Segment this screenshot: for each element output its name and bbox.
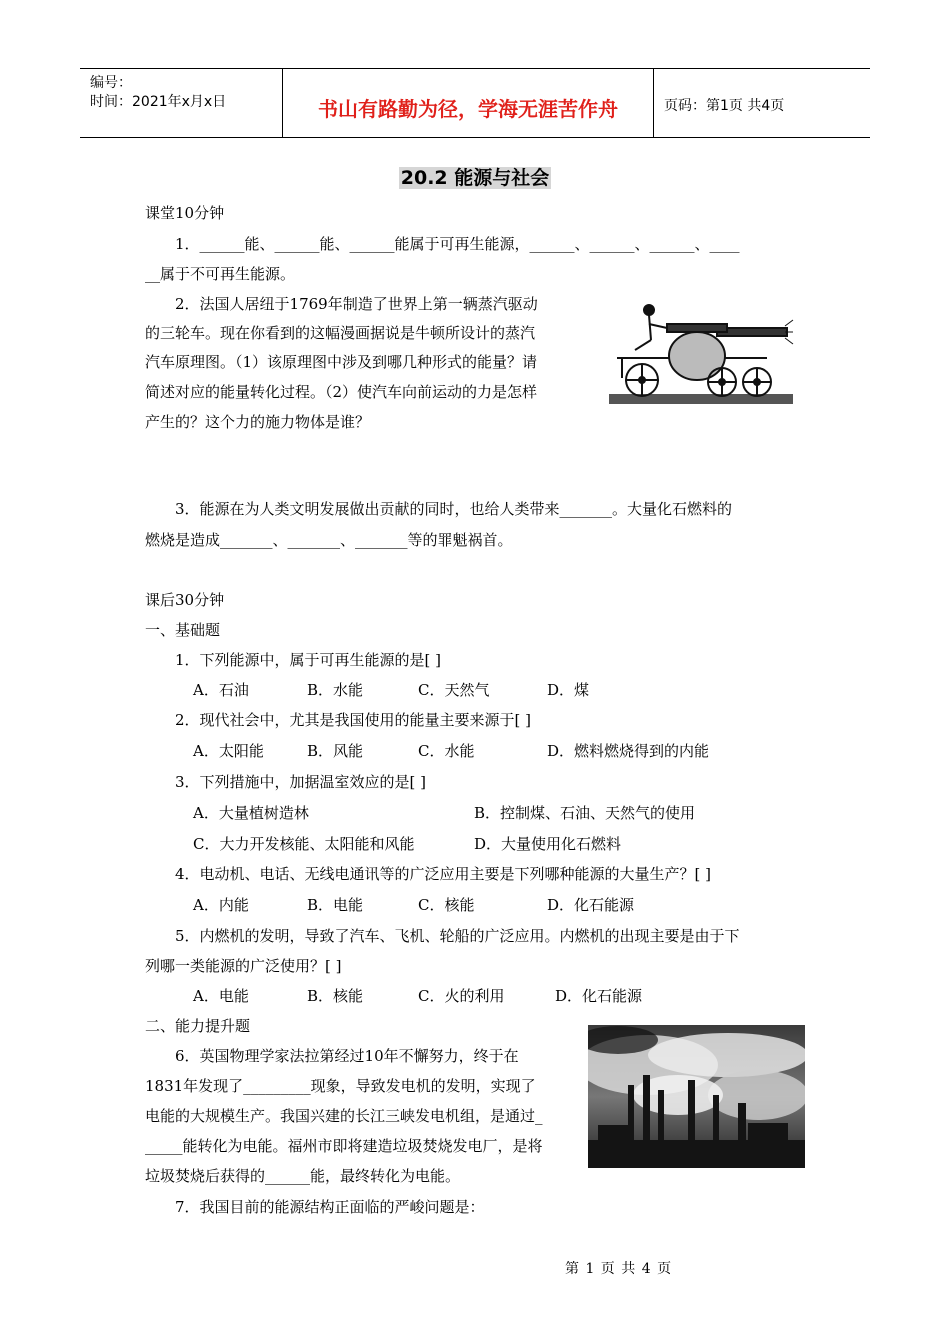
time-label: 时间：2021年x月x日 bbox=[90, 94, 227, 110]
option-b: B．风能 bbox=[307, 742, 364, 760]
option-d: D．燃料燃烧得到的内能 bbox=[547, 742, 710, 760]
page-title bbox=[0, 163, 950, 190]
header-table bbox=[80, 68, 870, 138]
q1-line1: 1．______能、______能、______能属于可再生能源，______、______、______、____ bbox=[175, 235, 740, 253]
question-stem: 1．下列能源中，属于可再生能源的是[ ] bbox=[175, 651, 442, 669]
question-stem: 列哪一类能源的广泛使用？[ ] bbox=[145, 957, 342, 975]
option-a: A．内能 bbox=[193, 896, 249, 914]
question-stem: 5．内燃机的发明，导致了汽车、飞机、轮船的广泛应用。内燃机的出现主要是由于下 bbox=[175, 927, 740, 945]
page-label: 页码：第1页 共4页 bbox=[664, 98, 785, 114]
question-stem: 4．电动机、电话、无线电通讯等的广泛应用主要是下列哪种能源的大量生产？[ ] bbox=[175, 865, 712, 883]
question-stem: 3．下列措施中，加据温室效应的是[ ] bbox=[175, 773, 427, 791]
option-c: C．大力开发核能、太阳能和风能 bbox=[193, 835, 415, 853]
option-b: B．核能 bbox=[307, 987, 364, 1005]
q6-line: 6．英国物理学家法拉第经过10年不懈努力，终于在 bbox=[175, 1047, 519, 1065]
motto: 书山有路勤为径，学海无涯苦作舟 bbox=[318, 97, 618, 121]
section-basic-heading: 一、基础题 bbox=[145, 621, 221, 639]
option-c: C．水能 bbox=[418, 742, 475, 760]
option-b: B．电能 bbox=[307, 896, 364, 914]
q2-line: 汽车原理图。（1）该原理图中涉及到哪几种形式的能量？请 bbox=[145, 353, 538, 371]
section-ability-heading: 二、能力提升题 bbox=[145, 1017, 251, 1035]
option-c: C．火的利用 bbox=[418, 987, 505, 1005]
header-page-cell bbox=[654, 69, 870, 137]
option-a: A．石油 bbox=[193, 681, 249, 699]
q2-line: 2．法国人居纽于1769年制造了世界上第一辆蒸汽驱动 bbox=[175, 295, 538, 313]
option-d: D．化石能源 bbox=[555, 987, 643, 1005]
option-b: B．控制煤、石油、天然气的使用 bbox=[474, 804, 696, 822]
q3-line1: 3．能源在为人类文明发展做出贡献的同时，也给人类带来_______。大量化石燃料的 bbox=[175, 500, 733, 518]
option-d: D．大量使用化石燃料 bbox=[474, 835, 622, 853]
q3-line2: 燃烧是造成_______、_______、_______等的罪魁祸首。 bbox=[145, 531, 513, 549]
option-a: A．电能 bbox=[193, 987, 249, 1005]
q1-line2: __属于不可再生能源。 bbox=[145, 265, 296, 283]
option-d: D．煤 bbox=[547, 681, 590, 699]
after-heading: 课后30分钟 bbox=[145, 591, 225, 609]
option-c: C．天然气 bbox=[418, 681, 490, 699]
classroom-heading: 课堂10分钟 bbox=[145, 204, 225, 222]
option-a: A．大量植树造林 bbox=[193, 804, 309, 822]
option-c: C．核能 bbox=[418, 896, 475, 914]
question-stem: 2．现代社会中，尤其是我国使用的能量主要来源于[ ] bbox=[175, 711, 532, 729]
q2-line: 产生的？这个力的施力物体是谁？ bbox=[145, 413, 371, 431]
q2-line: 的三轮车。现在你看到的这幅漫画据说是牛顿所设计的蒸汽 bbox=[145, 324, 536, 342]
header-motto-cell bbox=[283, 69, 654, 137]
q7-line: 7．我国目前的能源结构正面临的严峻问题是： bbox=[175, 1198, 485, 1216]
number-label: 编号： bbox=[90, 75, 132, 91]
q6-line: 1831年发现了_________现象，导致发电机的发明，实现了 bbox=[145, 1077, 536, 1095]
option-a: A．太阳能 bbox=[193, 742, 264, 760]
q6-line: 垃圾焚烧后获得的______能，最终转化为电能。 bbox=[145, 1167, 461, 1185]
q2-line: 简述对应的能量转化过程。（2）使汽车向前运动的力是怎样 bbox=[145, 383, 538, 401]
page-footer: 第 1 页 共 4 页 bbox=[565, 1261, 673, 1277]
q6-line: 电能的大规模生产。我国兴建的长江三峡发电机组，是通过_ bbox=[145, 1107, 543, 1125]
factory-smoke-photo bbox=[588, 1025, 805, 1168]
q6-line: _____能转化为电能。福州市即将建造垃圾焚烧发电厂，是将 bbox=[145, 1137, 543, 1155]
steam-car-illustration bbox=[607, 298, 795, 408]
page-title-text: 20.2 能源与社会 bbox=[400, 167, 550, 189]
header-info-cell bbox=[80, 69, 283, 137]
option-b: B．水能 bbox=[307, 681, 364, 699]
option-d: D．化石能源 bbox=[547, 896, 635, 914]
